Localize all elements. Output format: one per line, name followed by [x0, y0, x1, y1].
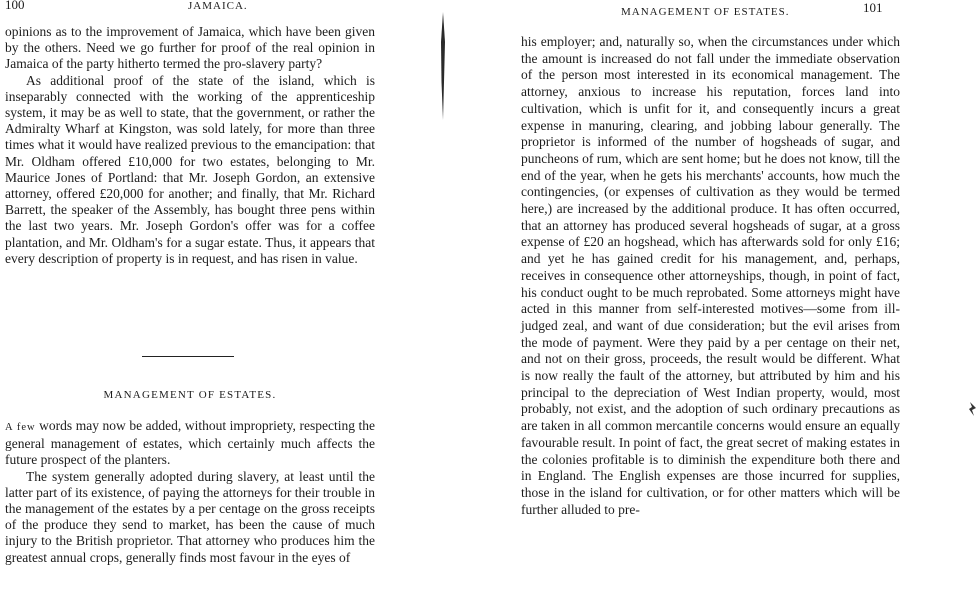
right-page: [430, 0, 980, 592]
section-heading: MANAGEMENT OF ESTATES.: [103, 389, 277, 401]
right-page-number: 101: [863, 0, 883, 15]
left-text-upper: [5, 24, 375, 267]
right-text: [521, 34, 900, 518]
paragraph-right: his employer; and, naturally so, when the circumstances under which the amount is increased do not fall under the immediate observation of the person most interested in its economical management. The attorney, anxious to increase his reputation, forces land into cultivation, which is unfit for it, and consequently incurs a great expense in manuring, clearing, and jobbing labour generally. The proprietor is informed of the number of hogsheads of sugar, and puncheons of rum, which are sent home; but he does not know, till the end of the year, when he gets his merchants' accounts, how much the contingencies, (or expenses of cultivation as they would be termed here,) are increased by the additional produce. It has often occurred, that an attorney has produced several hogsheads of sugar, at a gross expense of £20 an hogshead, which has afterwards sold for only £16; and yet he has gained credit for his management, and, perhaps, receives in consequence other attorneyships, though, in point of fact, his conduct ought to be much reprobated. Some attorneys might have acted in this manner from self-interested motives—some from ill-judged zeal, and want of due consideration; but the evil arises from the mode of payment. Were they paid by a per centage on their net, and not on their gross, proceeds, the result would be different. What is now really the fault of the attorney, but attributed by him and his principal to the depreciation of West Indian property, would, most probably, not exist, and the adoption of such ordinary precautions as are taken in all common mercantile concerns would ensure an equally favourable result. In point of fact, the great secret of making estates in the colonies profitable is to diminish the expenditure both there and in England. The English expenses are those incurred for supplies, those in the island for cultivation, or for other matters which will be further alluded to pre-: [521, 34, 900, 517]
paragraph-additional-proof: As additional proof of the state of the island, which is inseparably connected with the working of the apprenticeship system, it may be as well to state, that the government, or rather the Admiralty Wharf at Kingston, was sold lately, for more than three times what it would have realized previous to the emancipation: that Mr. Oldham offered £10,000 for two estates, belonging to Mr. Maurice Jones of Portland: that Mr. Joseph Gordon, an extensive attorney, offered £20,000 for another; and finally, that Mr. Richard Barrett, the speaker of the Assembly, has bought three pens within the last two years. Mr. Joseph Gordon's offer was for a coffee plantation, and Mr. Oldham's for a sugar estate. Thus, it appears that every description of property is in request, and has risen in value.: [5, 72, 375, 266]
intro-lead-words: A few: [5, 422, 36, 433]
left-page-number: 100: [5, 0, 25, 12]
section-divider-rule: [142, 356, 234, 357]
gutter-shadow-mark: [439, 12, 447, 120]
left-running-head: JAMAICA.: [188, 0, 248, 12]
paragraph-continuation: opinions as to the improvement of Jamaica, which have been given by the others. Need we go further for proof of the real opinion in Jamaica of the party hitherto termed the pro-slavery party?: [5, 24, 375, 72]
left-text-lower: [5, 418, 375, 566]
paragraph-intro: [5, 418, 375, 469]
intro-rest: words may now be added, without impropriety, respecting the general management of estates, which certainly much affects the future prospect of the planters.: [5, 418, 376, 468]
right-running-head: MANAGEMENT OF ESTATES.: [621, 6, 790, 18]
page-edge-mark: [968, 402, 978, 416]
left-page: [0, 0, 430, 592]
paragraph-system: The system generally adopted during slavery, at least until the latter part of its existence, of paying the attorneys for their trouble in the management of the estates by a per centage on the gross receipts of the produce they send to market, has been the cause of much injury to the British proprietor. That attorney who produces him the greatest annual crops, generally finds most favour in the eyes of: [5, 468, 376, 565]
